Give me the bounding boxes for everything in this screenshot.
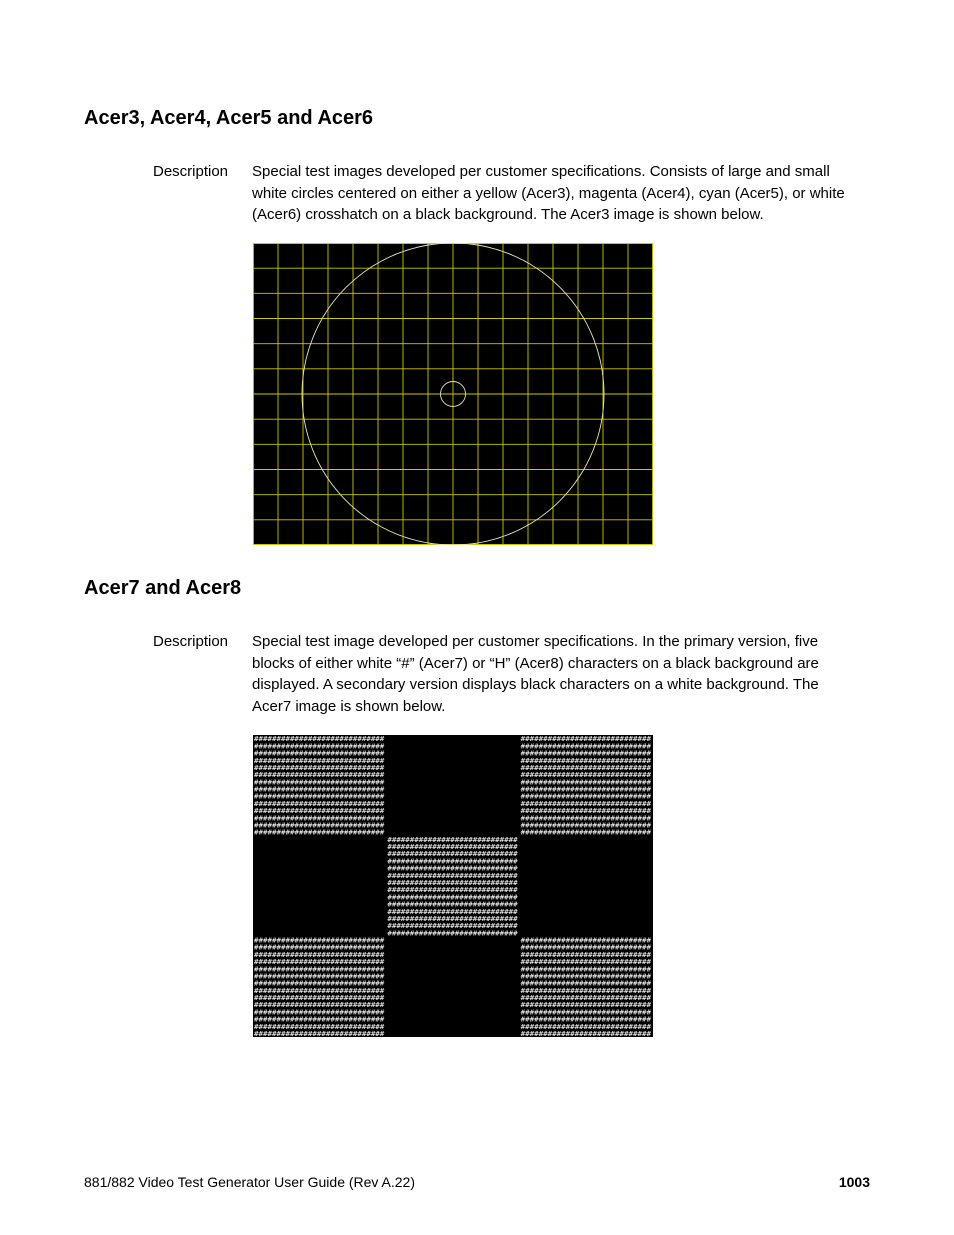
description-label: Description [153, 163, 229, 180]
character-row: ############################# [254, 965, 385, 974]
character-row: ############################# [254, 742, 385, 751]
character-row: ############################# [520, 986, 651, 995]
character-row: ############################# [254, 1015, 385, 1024]
character-row: ############################# [520, 814, 651, 823]
acer7-character-blocks-svg [253, 735, 653, 1037]
character-row: ############################# [520, 965, 651, 974]
character-row: ############################# [254, 1001, 385, 1010]
character-row: ############################# [520, 950, 651, 959]
character-row: ############################# [520, 792, 651, 801]
acer7-test-image [253, 735, 653, 1037]
character-row: ############################# [254, 972, 385, 981]
character-row: ############################# [520, 785, 651, 794]
character-row: ############################# [387, 886, 518, 895]
character-row: ############################# [520, 972, 651, 981]
character-row: ############################# [387, 864, 518, 873]
character-row: ############################# [254, 763, 385, 772]
character-row: ############################# [387, 879, 518, 888]
description-line: blocks of either white “#” (Acer7) or “H” (Acer8) characters on a black background are [252, 654, 819, 672]
character-row: ############################# [254, 943, 385, 952]
character-row: ############################# [520, 742, 651, 751]
character-row: ############################# [254, 807, 385, 816]
character-block [387, 836, 517, 937]
character-row: ############################# [254, 828, 385, 837]
character-row: ############################# [520, 778, 651, 787]
description-line: Special test image developed per customer specifications. In the primary version, five [252, 633, 819, 650]
character-row: ############################# [254, 735, 385, 744]
character-row: ############################# [254, 756, 385, 765]
character-row: ############################# [387, 893, 518, 902]
character-row: ############################# [520, 994, 651, 1003]
character-row: ############################# [520, 936, 651, 945]
character-row: ############################# [254, 986, 385, 995]
character-row: ############################# [387, 900, 518, 909]
character-row: ############################# [254, 950, 385, 959]
character-block [254, 937, 384, 1037]
character-row: ############################# [520, 735, 651, 744]
character-row: ############################# [254, 792, 385, 801]
page-number: 1003 [838, 1174, 870, 1190]
description-text [252, 631, 874, 718]
character-row: ############################# [520, 1030, 651, 1037]
character-row: ############################# [387, 857, 518, 866]
character-row: ############################# [520, 807, 651, 816]
character-row: ############################# [520, 979, 651, 988]
description-line: Acer7 image is shown below. [252, 698, 446, 716]
character-block [521, 937, 651, 1037]
character-row: ############################# [520, 943, 651, 952]
section-heading-acer3-6: Acer3, Acer4, Acer5 and Acer6 [84, 107, 374, 129]
character-row: ############################# [520, 1001, 651, 1010]
character-block [521, 735, 651, 836]
character-row: ############################# [254, 1030, 385, 1037]
character-row: ############################# [387, 922, 518, 931]
section-heading-acer7-8: Acer7 and Acer8 [84, 577, 242, 599]
character-row: ############################# [254, 814, 385, 823]
acer3-crosshatch-svg [253, 243, 653, 545]
character-row: ############################# [254, 979, 385, 988]
character-row: ############################# [254, 771, 385, 780]
character-row: ############################# [520, 749, 651, 758]
character-row: ############################# [387, 871, 518, 880]
character-row: ############################# [254, 799, 385, 808]
character-row: ############################# [254, 749, 385, 758]
character-row: ############################# [254, 936, 385, 945]
character-row: ############################# [254, 785, 385, 794]
character-row: ############################# [387, 835, 518, 844]
character-row: ############################# [520, 756, 651, 765]
acer3-test-image [253, 243, 653, 545]
footer-guide-title: 881/882 Video Test Generator User Guide (Rev A.22) [84, 1174, 416, 1190]
character-row: ############################# [520, 1015, 651, 1024]
character-row: ############################# [254, 1008, 385, 1017]
character-row: ############################# [520, 799, 651, 808]
description-line: displayed. A secondary version displays black characters on a white background. The [252, 676, 819, 694]
character-row: ############################# [520, 763, 651, 772]
character-row: ############################# [254, 778, 385, 787]
description-line: (Acer6) crosshatch on a black background. The Acer3 image is shown below. [252, 206, 764, 224]
character-row: ############################# [520, 771, 651, 780]
character-row: ############################# [254, 958, 385, 967]
character-row: ############################# [387, 914, 518, 923]
description-label: Description [153, 633, 229, 650]
character-row: ############################# [520, 828, 651, 837]
description-line: white circles centered on either a yellow (Acer3), magenta (Acer4), cyan (Acer5), or white [252, 184, 845, 202]
character-row: ############################# [254, 1022, 385, 1031]
character-row: ############################# [387, 850, 518, 859]
character-row: ############################# [254, 821, 385, 830]
character-row: ############################# [520, 1022, 651, 1031]
character-row: ############################# [387, 843, 518, 852]
character-row: ############################# [254, 994, 385, 1003]
character-row: ############################# [520, 821, 651, 830]
description-text [252, 161, 874, 226]
character-row: ############################# [520, 1008, 651, 1017]
character-row: ############################# [387, 907, 518, 916]
character-block [254, 735, 384, 836]
character-row: ############################# [520, 958, 651, 967]
character-row: ############################# [387, 929, 518, 938]
description-line: Special test images developed per customer specifications. Consists of large and small [252, 163, 830, 180]
